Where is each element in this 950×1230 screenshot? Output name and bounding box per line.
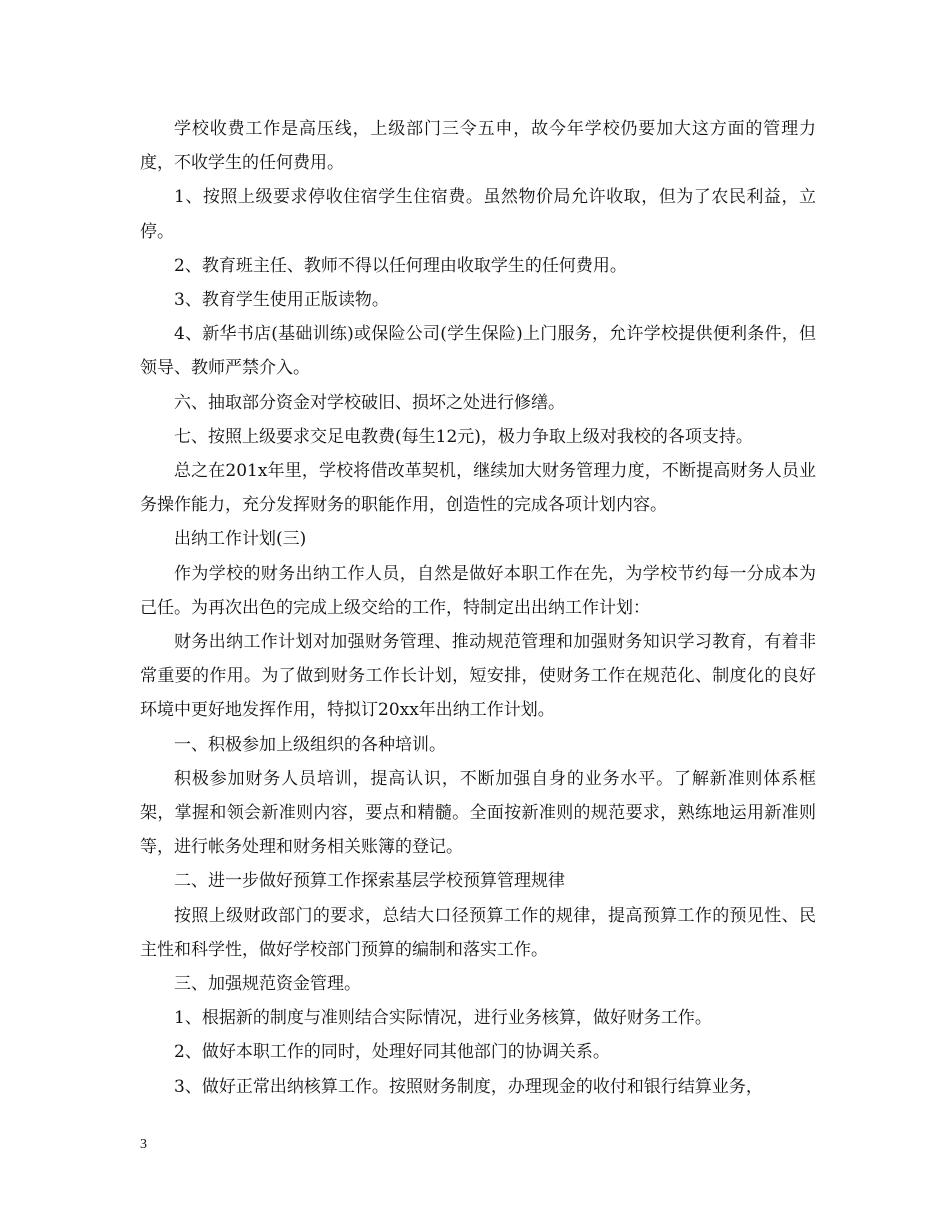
paragraph-training: 积极参加财务人员培训，提高认识，不断加强自身的业务水平。了解新准则体系框架，掌握和领会新准则内容，要点和精髓。全面按新准则的规范要求，熟练地运用新准则等，进行帐务处理和财务相关账簿的登记。 <box>140 768 816 858</box>
paragraph-item-4-services: 4、新华书店(基础训练)或保险公司(学生保险)上门服务，允许学校提供便利条件，但领导、教师严禁介入。 <box>140 324 816 379</box>
paragraph-summary: 总之在201x年里，学校将借改革契机，继续加大财务管理力度，不断提高财务人员业务操作能力，充分发挥财务的职能作用，创造性的完成各项计划内容。 <box>140 461 816 516</box>
paragraph-fund-item-3: 3、做好正常出纳核算工作。按照财务制度，办理现金的收付和银行结算业务， <box>174 1076 763 1097</box>
paragraph-cashier-purpose: 财务出纳工作计划对加强财务管理、推动规范管理和加强财务知识学习教育，有着非常重要的作用。为了做到财务工作长计划，短安排，使财务工作在规范化、制度化的良好环境中更好地发挥作用，特拟订20xx年出纳工作计划。 <box>140 632 816 721</box>
paragraph-item-1-dorm-fee: 1、按照上级要求停收住宿学生住宿费。虽然物价局允许收取，但为了农民利益，立停。 <box>140 187 816 242</box>
page-number: 3 <box>140 1137 147 1152</box>
heading-training: 一、积极参加上级组织的各种培训。 <box>174 734 446 755</box>
paragraph-item-3-books: 3、教育学生使用正版读物。 <box>174 290 389 311</box>
paragraph-section-6-repairs: 六、抽取部分资金对学校破旧、损坏之处进行修缮。 <box>174 392 565 413</box>
paragraph-budget: 按照上级财政部门的要求，总结大口径预算工作的规律，提高预算工作的预见性、民主性和科学性，做好学校部门预算的编制和落实工作。 <box>140 905 816 960</box>
paragraph-cashier-intro: 作为学校的财务出纳工作人员，自然是做好本职工作在先，为学校节约每一分成本为己任。为再次出色的完成上级交给的工作，特制定出出纳工作计划： <box>140 563 816 618</box>
paragraph-item-2-teachers: 2、教育班主任、教师不得以任何理由收取学生的任何费用。 <box>174 255 627 276</box>
paragraph-section-7-fees: 七、按照上级要求交足电教费(每生12元)，极力争取上级对我校的各项支持。 <box>174 426 753 447</box>
heading-budget: 二、进一步做好预算工作探索基层学校预算管理规律 <box>174 871 565 892</box>
paragraph-fund-item-2: 2、做好本职工作的同时，处理好同其他部门的协调关系。 <box>174 1042 610 1063</box>
heading-fund-management: 三、加强规范资金管理。 <box>174 974 361 995</box>
paragraph-fund-item-1: 1、根据新的制度与准则结合实际情况，进行业务核算，做好财务工作。 <box>174 1008 712 1029</box>
paragraph-fee-policy: 学校收费工作是高压线，上级部门三令五申，故今年学校仍要加大这方面的管理力度，不收学生的任何费用。 <box>140 119 816 174</box>
document-body <box>140 112 816 1104</box>
section-heading-cashier-plan-3: 出纳工作计划(三) <box>174 529 307 550</box>
